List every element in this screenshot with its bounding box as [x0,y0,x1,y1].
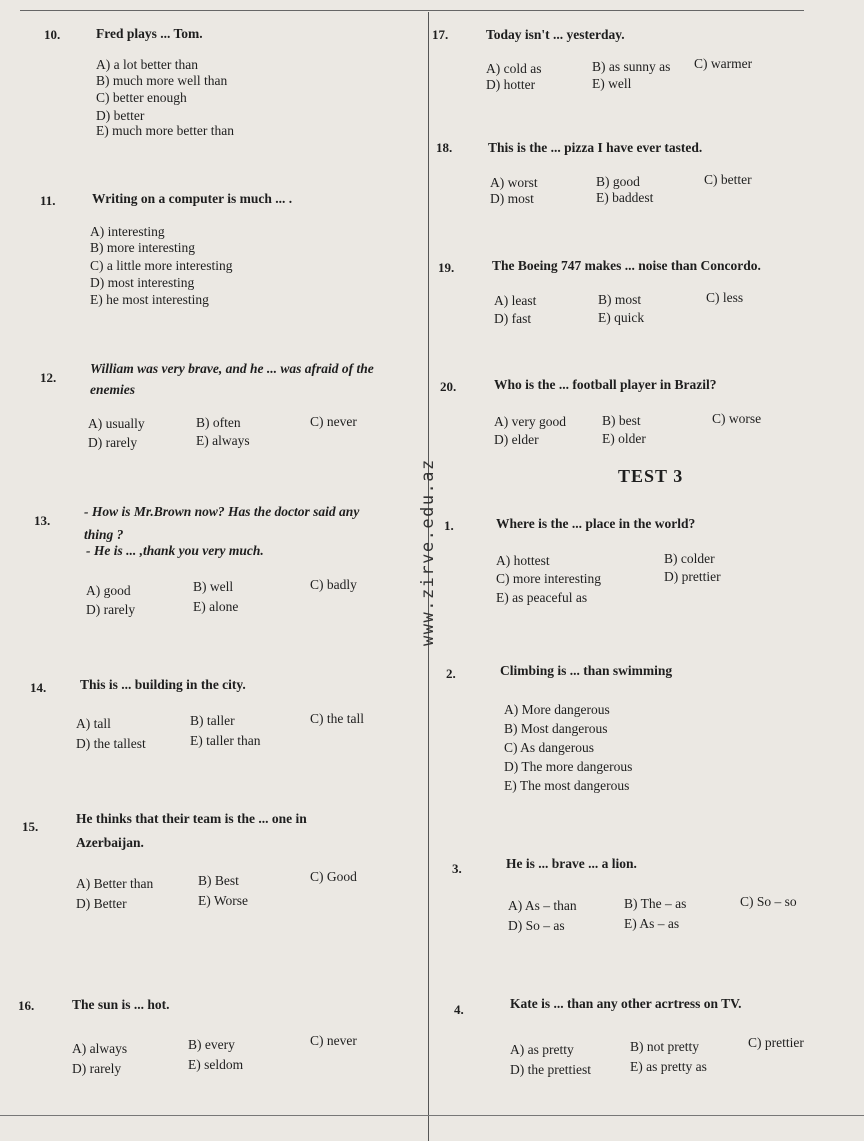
question-number: 3. [452,861,462,876]
option: A) tall [76,716,111,731]
option: E) alone [193,599,239,614]
option: A) worst [490,175,538,190]
option: B) more interesting [90,240,195,255]
option: A) As – than [508,898,577,913]
option: A) a lot better than [96,57,198,72]
option: E) always [196,433,250,448]
option: B) as sunny as [592,59,671,74]
option: C) worse [712,411,762,426]
option: E) As – as [624,916,680,931]
option: B) taller [190,713,235,728]
option: A) cold as [486,61,542,76]
question-stem: - How is Mr.Brown now? Has the doctor said any [84,504,360,519]
option: E) as pretty as [630,1059,707,1074]
option: C) less [706,290,744,305]
option: D) So – as [508,918,565,933]
option: E) older [602,431,646,446]
question-stem: Kate is ... than any other acrtress on TV. [510,996,742,1011]
question-stem: The Boeing 747 makes ... noise than Concordo. [492,258,761,273]
option: A) More dangerous [504,702,610,717]
option: D) hotter [486,77,536,92]
option: E) much more better than [96,123,234,138]
option: E) baddest [596,190,654,205]
question-number: 16. [18,998,35,1013]
question-number: 11. [40,193,56,208]
question-stem: He thinks that their team is the ... one in [76,811,307,826]
option: E) he most interesting [90,292,209,307]
option: A) good [86,583,131,598]
question-number: 12. [40,370,57,385]
option: A) hottest [496,553,550,568]
option: C) more interesting [496,571,601,586]
option: C) badly [310,577,357,592]
question-number: 17. [432,27,449,42]
question-stem-continued: Azerbaijan. [76,835,144,850]
option: C) a little more interesting [90,258,233,273]
option: E) Worse [198,893,249,908]
option: D) elder [494,432,539,447]
option: E) The most dangerous [504,778,630,793]
option: D) most [490,191,534,206]
question-stem: Who is the ... football player in Brazil? [494,377,717,392]
option: D) Better [76,896,127,911]
option: D) rarely [86,602,136,617]
question-stem-continued: thing ? [84,527,124,542]
option: B) most [598,292,642,307]
option: D) rarely [72,1061,122,1076]
question-stem-continued: - He is ... ,thank you very much. [86,543,264,558]
option: E) quick [598,310,645,325]
question-stem: He is ... brave ... a lion. [506,856,637,871]
option: C) Good [310,869,357,884]
question-stem: Today isn't ... yesterday. [486,27,625,42]
question-number: 14. [30,680,47,695]
option: D) the prettiest [510,1062,591,1077]
option: A) Better than [76,876,154,891]
test-header: TEST 3 [618,466,684,486]
option: B) good [596,174,640,189]
question-stem: This is ... building in the city. [80,677,246,692]
question-stem: Climbing is ... than swimming [500,663,673,678]
option: E) well [592,76,632,91]
option: C) prettier [748,1035,804,1050]
option: B) every [188,1037,235,1052]
question-number: 15. [22,819,39,834]
option: A) always [72,1041,128,1056]
question-number: 2. [446,666,456,681]
question-stem: Fred plays ... Tom. [96,26,203,41]
question-stem: William was very brave, and he ... was afraid of the [90,361,374,376]
question-number: 19. [438,260,455,275]
question-number: 1. [444,518,454,533]
option: D) fast [494,311,532,326]
question-number: 10. [44,27,61,42]
option: B) Best [198,873,239,888]
option: A) as pretty [510,1042,574,1057]
question-stem-continued: enemies [90,382,135,397]
option: D) the tallest [76,736,146,751]
question-stem: Where is the ... place in the world? [496,516,696,531]
option: D) better [96,108,145,123]
option: B) well [193,579,234,594]
bottom-rule [0,1115,864,1116]
option: C) As dangerous [504,740,594,755]
option: C) So – so [740,894,797,909]
option: E) as peaceful as [496,590,588,605]
top-rule [20,10,804,11]
option: D) most interesting [90,275,195,290]
option: B) not pretty [630,1039,699,1054]
option: B) best [602,413,641,428]
option: E) taller than [190,733,261,748]
question-number: 20. [440,379,457,394]
question-number: 18. [436,140,453,155]
option: A) interesting [90,224,165,239]
question-stem: This is the ... pizza I have ever tasted. [488,140,703,155]
option: C) never [310,414,357,429]
watermark: www.zirve.edu.az [418,458,438,646]
option: D) The more dangerous [504,759,633,774]
option: A) least [494,293,537,308]
option: A) very good [494,414,566,429]
option: A) usually [88,416,145,431]
question-number: 4. [454,1002,464,1017]
question-number: 13. [34,513,51,528]
option: B) The – as [624,896,687,911]
option: B) much more well than [96,73,228,88]
question-stem: The sun is ... hot. [72,997,170,1012]
option: C) never [310,1033,357,1048]
option: B) colder [664,551,715,566]
option: C) better [704,172,752,187]
option: B) Most dangerous [504,721,608,736]
option: B) often [196,415,241,430]
option: C) the tall [310,711,364,726]
option: D) rarely [88,435,138,450]
option: C) warmer [694,56,753,71]
option: D) prettier [664,569,721,584]
option: C) better enough [96,90,187,105]
option: E) seldom [188,1057,244,1072]
question-stem: Writing on a computer is much ... . [92,191,293,206]
